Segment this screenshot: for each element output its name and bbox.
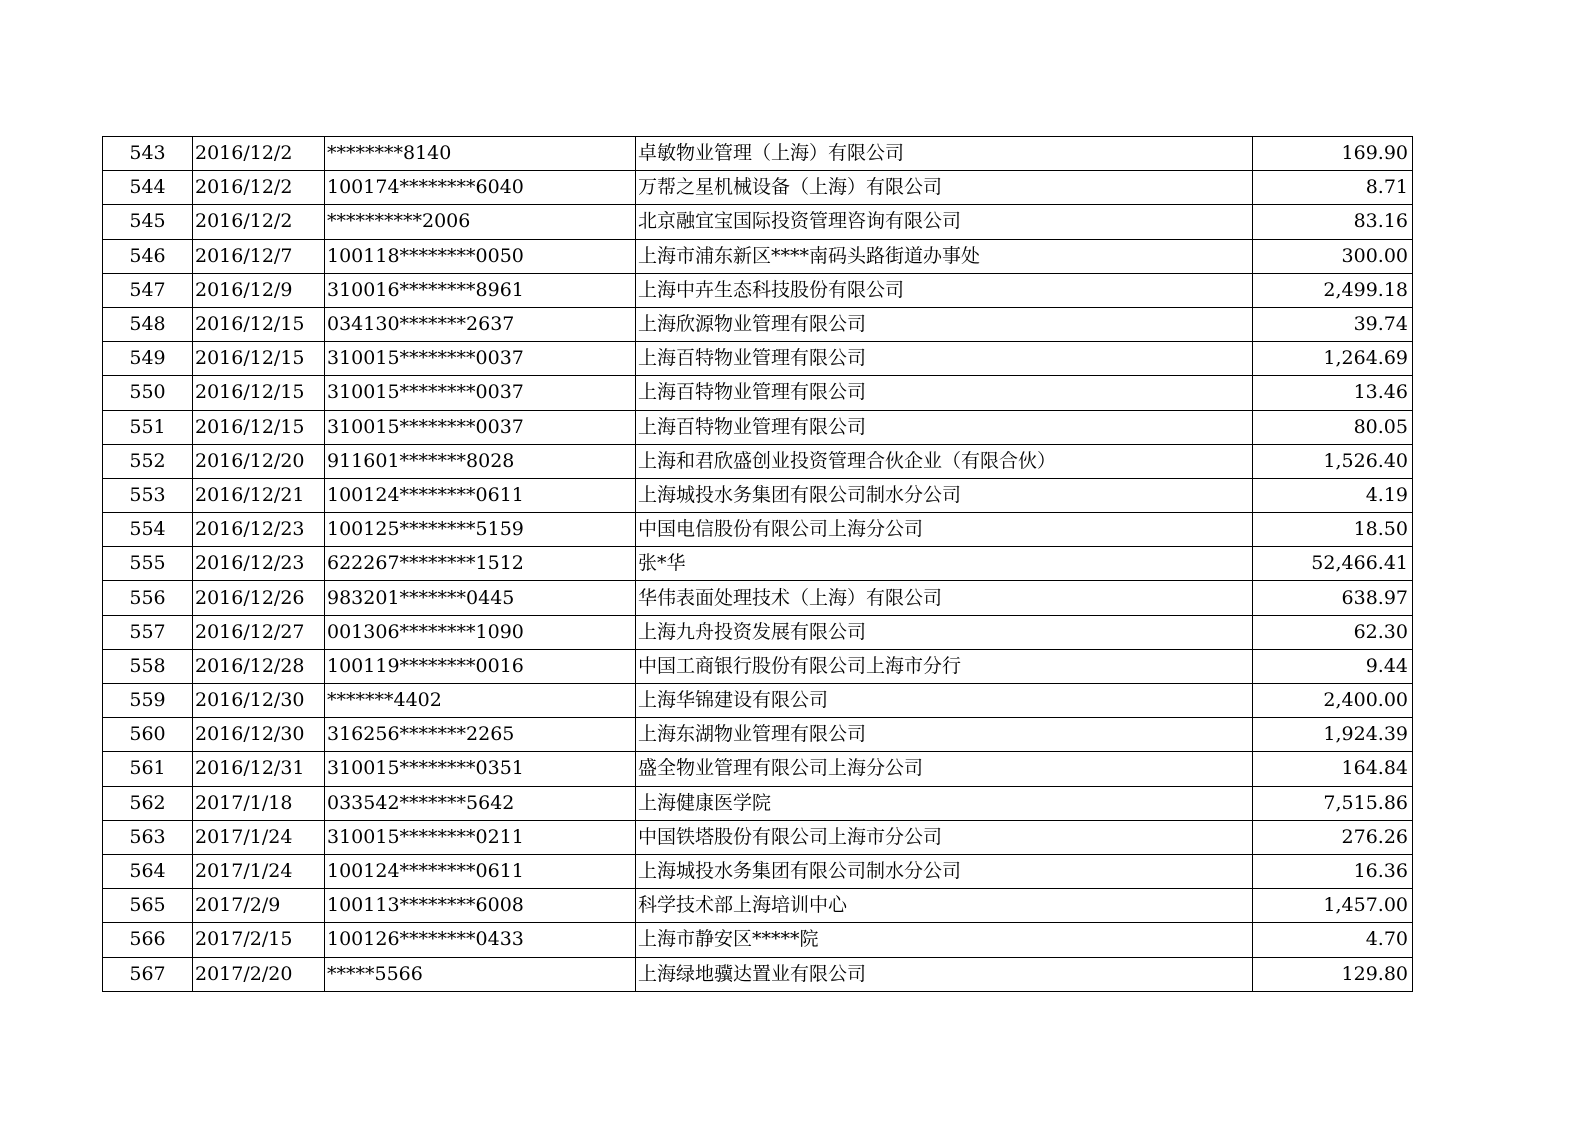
row-account: 100119********0016 (325, 649, 636, 683)
row-date: 2016/12/9 (193, 273, 325, 307)
table-row (103, 342, 1413, 376)
row-number: 558 (103, 649, 193, 683)
row-amount: 129.80 (1253, 957, 1413, 991)
table-row (103, 307, 1413, 341)
table-row (103, 376, 1413, 410)
row-payer-name: 上海市浦东新区****南码头路街道办事处 (636, 239, 1253, 273)
row-number: 565 (103, 889, 193, 923)
row-number: 555 (103, 547, 193, 581)
row-account: 100118********0050 (325, 239, 636, 273)
row-account: 100125********5159 (325, 513, 636, 547)
row-amount: 1,526.40 (1253, 444, 1413, 478)
row-payer-name: 上海健康医学院 (636, 786, 1253, 820)
row-date: 2017/2/15 (193, 923, 325, 957)
row-date: 2016/12/23 (193, 513, 325, 547)
table-row (103, 684, 1413, 718)
row-amount: 300.00 (1253, 239, 1413, 273)
row-date: 2017/2/9 (193, 889, 325, 923)
row-amount: 169.90 (1253, 137, 1413, 171)
ledger-body (103, 137, 1413, 992)
row-account: *****5566 (325, 957, 636, 991)
row-date: 2016/12/15 (193, 410, 325, 444)
row-number: 552 (103, 444, 193, 478)
row-amount: 1,457.00 (1253, 889, 1413, 923)
row-payer-name: 中国电信股份有限公司上海分公司 (636, 513, 1253, 547)
row-date: 2016/12/7 (193, 239, 325, 273)
table-row (103, 547, 1413, 581)
row-amount: 4.70 (1253, 923, 1413, 957)
row-number: 543 (103, 137, 193, 171)
row-date: 2017/1/24 (193, 820, 325, 854)
row-account: 100174********6040 (325, 171, 636, 205)
row-number: 560 (103, 718, 193, 752)
row-number: 549 (103, 342, 193, 376)
row-number: 564 (103, 854, 193, 888)
row-number: 566 (103, 923, 193, 957)
row-account: 983201*******0445 (325, 581, 636, 615)
row-date: 2016/12/2 (193, 205, 325, 239)
table-row (103, 957, 1413, 991)
row-account: 001306********1090 (325, 615, 636, 649)
row-amount: 276.26 (1253, 820, 1413, 854)
row-number: 550 (103, 376, 193, 410)
row-payer-name: 中国工商银行股份有限公司上海市分行 (636, 649, 1253, 683)
row-amount: 2,400.00 (1253, 684, 1413, 718)
row-date: 2016/12/26 (193, 581, 325, 615)
row-number: 562 (103, 786, 193, 820)
table-row (103, 649, 1413, 683)
row-amount: 9.44 (1253, 649, 1413, 683)
row-payer-name: 上海绿地骥达置业有限公司 (636, 957, 1253, 991)
row-date: 2016/12/15 (193, 376, 325, 410)
row-number: 556 (103, 581, 193, 615)
row-number: 544 (103, 171, 193, 205)
row-amount: 13.46 (1253, 376, 1413, 410)
row-amount: 52,466.41 (1253, 547, 1413, 581)
table-row (103, 444, 1413, 478)
row-payer-name: 上海中卉生态科技股份有限公司 (636, 273, 1253, 307)
row-payer-name: 上海东湖物业管理有限公司 (636, 718, 1253, 752)
table-row (103, 854, 1413, 888)
row-date: 2016/12/2 (193, 137, 325, 171)
row-date: 2016/12/20 (193, 444, 325, 478)
table-row (103, 137, 1413, 171)
row-date: 2016/12/23 (193, 547, 325, 581)
row-payer-name: 科学技术部上海培训中心 (636, 889, 1253, 923)
table-row (103, 410, 1413, 444)
row-amount: 80.05 (1253, 410, 1413, 444)
row-account: 310015********0037 (325, 342, 636, 376)
table-row (103, 718, 1413, 752)
row-date: 2017/2/20 (193, 957, 325, 991)
row-amount: 83.16 (1253, 205, 1413, 239)
row-date: 2017/1/18 (193, 786, 325, 820)
row-number: 545 (103, 205, 193, 239)
row-payer-name: 卓敏物业管理（上海）有限公司 (636, 137, 1253, 171)
row-date: 2016/12/15 (193, 307, 325, 341)
row-account: 100124********0611 (325, 478, 636, 512)
row-number: 553 (103, 478, 193, 512)
row-date: 2016/12/31 (193, 752, 325, 786)
table-row (103, 205, 1413, 239)
row-payer-name: 北京融宜宝国际投资管理咨询有限公司 (636, 205, 1253, 239)
row-date: 2016/12/28 (193, 649, 325, 683)
row-payer-name: 上海欣源物业管理有限公司 (636, 307, 1253, 341)
row-date: 2016/12/2 (193, 171, 325, 205)
row-payer-name: 上海九舟投资发展有限公司 (636, 615, 1253, 649)
table-row (103, 923, 1413, 957)
row-number: 546 (103, 239, 193, 273)
row-amount: 4.19 (1253, 478, 1413, 512)
row-account: *******4402 (325, 684, 636, 718)
row-payer-name: 上海百特物业管理有限公司 (636, 342, 1253, 376)
table-row (103, 273, 1413, 307)
row-account: 622267********1512 (325, 547, 636, 581)
row-amount: 39.74 (1253, 307, 1413, 341)
table-row (103, 513, 1413, 547)
row-number: 548 (103, 307, 193, 341)
row-payer-name: 盛全物业管理有限公司上海分公司 (636, 752, 1253, 786)
row-amount: 18.50 (1253, 513, 1413, 547)
table-row (103, 752, 1413, 786)
row-amount: 1,924.39 (1253, 718, 1413, 752)
row-amount: 7,515.86 (1253, 786, 1413, 820)
row-amount: 2,499.18 (1253, 273, 1413, 307)
row-date: 2016/12/27 (193, 615, 325, 649)
row-payer-name: 万帮之星机械设备（上海）有限公司 (636, 171, 1253, 205)
row-amount: 8.71 (1253, 171, 1413, 205)
row-number: 551 (103, 410, 193, 444)
row-account: 911601*******8028 (325, 444, 636, 478)
row-account: 100126********0433 (325, 923, 636, 957)
table-row (103, 171, 1413, 205)
row-payer-name: 上海城投水务集团有限公司制水分公司 (636, 854, 1253, 888)
table-row (103, 239, 1413, 273)
row-account: **********2006 (325, 205, 636, 239)
row-date: 2016/12/30 (193, 718, 325, 752)
row-payer-name: 上海百特物业管理有限公司 (636, 410, 1253, 444)
row-payer-name: 上海市静安区*****院 (636, 923, 1253, 957)
row-amount: 62.30 (1253, 615, 1413, 649)
row-account: 100124********0611 (325, 854, 636, 888)
row-date: 2017/1/24 (193, 854, 325, 888)
row-payer-name: 上海和君欣盛创业投资管理合伙企业（有限合伙） (636, 444, 1253, 478)
row-account: ********8140 (325, 137, 636, 171)
table-row (103, 889, 1413, 923)
row-payer-name: 上海城投水务集团有限公司制水分公司 (636, 478, 1253, 512)
row-number: 554 (103, 513, 193, 547)
row-account: 310016********8961 (325, 273, 636, 307)
row-date: 2016/12/30 (193, 684, 325, 718)
row-account: 316256*******2265 (325, 718, 636, 752)
row-payer-name: 上海华锦建设有限公司 (636, 684, 1253, 718)
row-payer-name: 上海百特物业管理有限公司 (636, 376, 1253, 410)
row-number: 563 (103, 820, 193, 854)
row-account: 310015********0351 (325, 752, 636, 786)
row-account: 034130*******2637 (325, 307, 636, 341)
table-row (103, 581, 1413, 615)
table-row (103, 786, 1413, 820)
row-amount: 638.97 (1253, 581, 1413, 615)
row-payer-name: 张*华 (636, 547, 1253, 581)
table-row (103, 820, 1413, 854)
row-number: 561 (103, 752, 193, 786)
row-account: 310015********0037 (325, 410, 636, 444)
row-number: 567 (103, 957, 193, 991)
row-payer-name: 华伟表面处理技术（上海）有限公司 (636, 581, 1253, 615)
table-row (103, 615, 1413, 649)
row-amount: 1,264.69 (1253, 342, 1413, 376)
row-account: 033542*******5642 (325, 786, 636, 820)
row-number: 557 (103, 615, 193, 649)
row-account: 310015********0037 (325, 376, 636, 410)
ledger-table (102, 136, 1413, 992)
row-payer-name: 中国铁塔股份有限公司上海市分公司 (636, 820, 1253, 854)
table-row (103, 478, 1413, 512)
row-number: 559 (103, 684, 193, 718)
row-account: 310015********0211 (325, 820, 636, 854)
row-amount: 16.36 (1253, 854, 1413, 888)
row-amount: 164.84 (1253, 752, 1413, 786)
row-date: 2016/12/21 (193, 478, 325, 512)
row-number: 547 (103, 273, 193, 307)
row-account: 100113********6008 (325, 889, 636, 923)
row-date: 2016/12/15 (193, 342, 325, 376)
